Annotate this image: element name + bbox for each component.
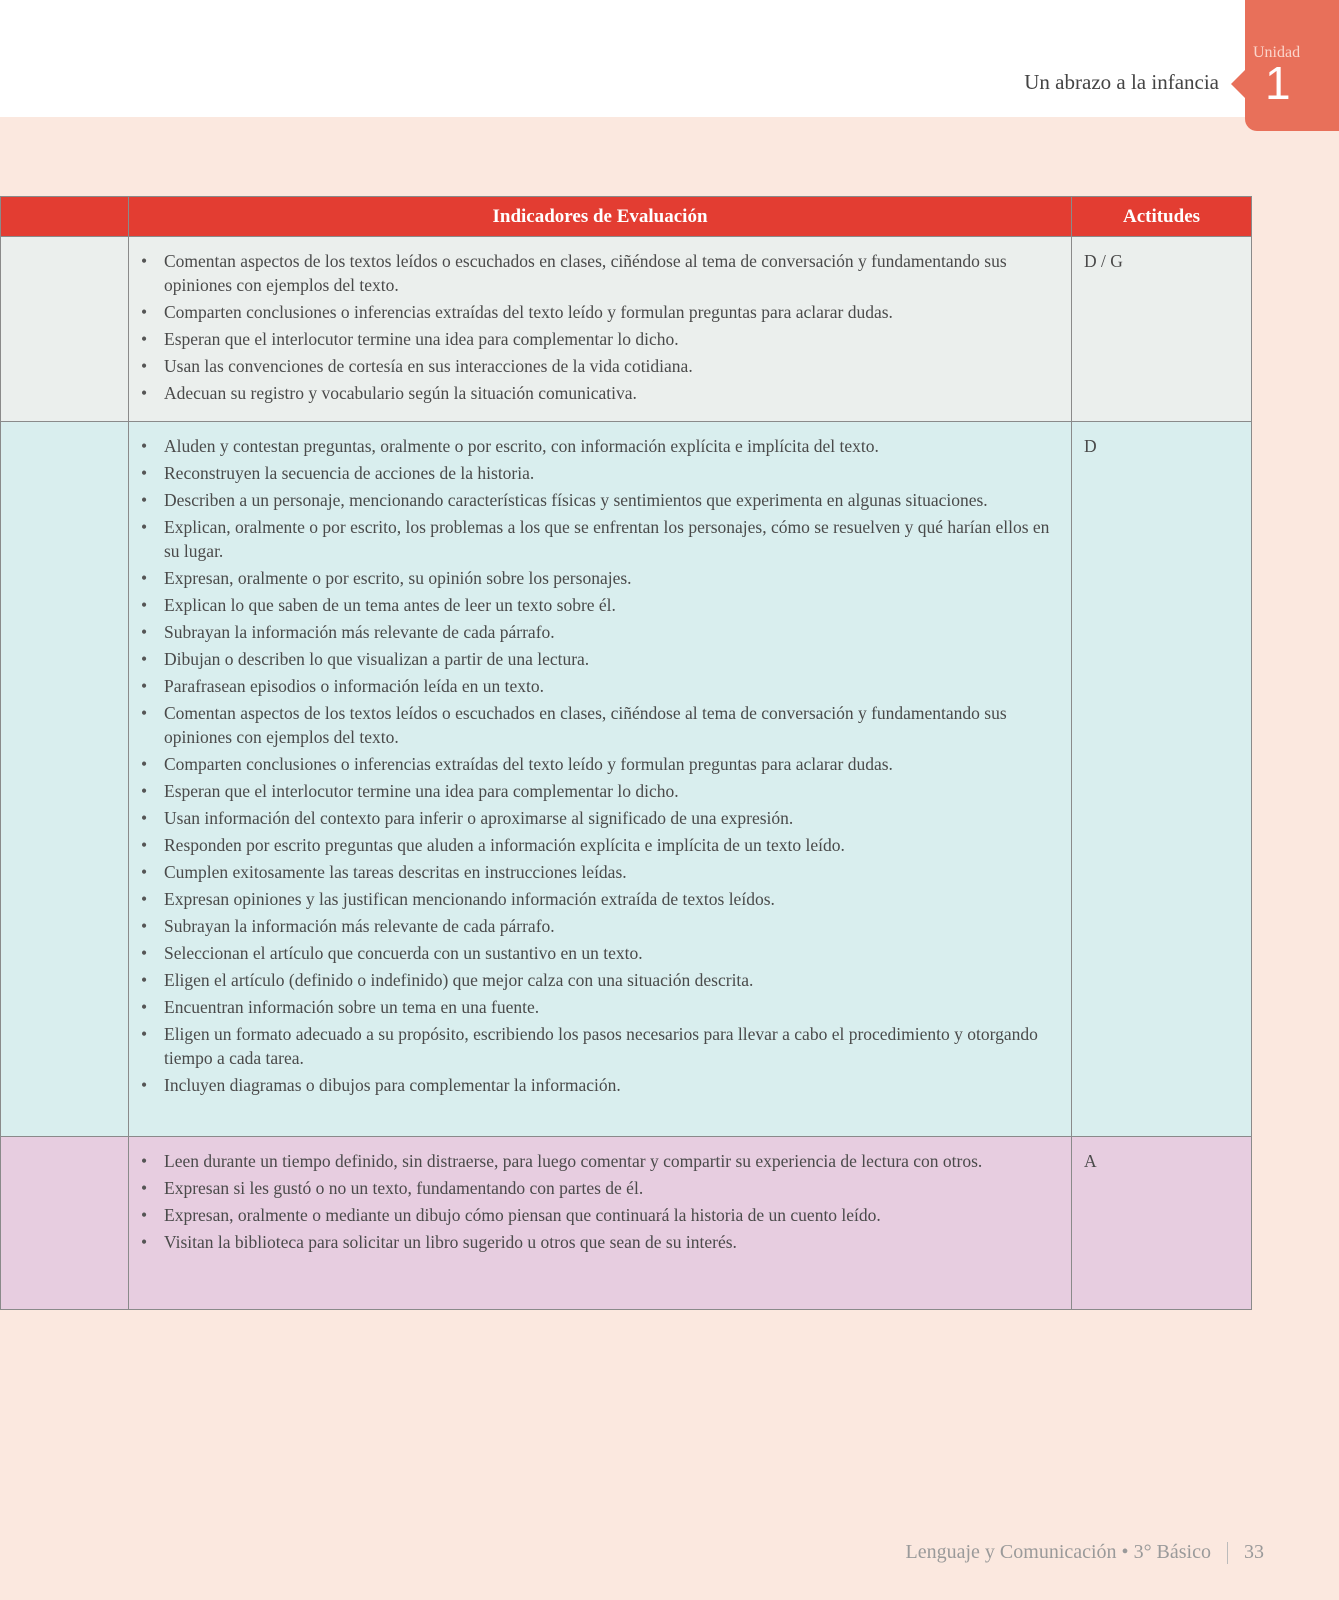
list-item: • Expresan si les gustó o no un texto, fundamentando con partes de él. <box>141 1176 1061 1200</box>
table-row <box>1 237 1252 422</box>
list-item: • Cumplen exitosamente las tareas descritas en instrucciones leídas. <box>141 860 1061 884</box>
list-item: • Subrayan la información más relevante de cada párrafo. <box>141 620 1061 644</box>
list-item: • Explican, oralmente o por escrito, los problemas a los que se enfrentan los personajes, cómo se resuelven y qué harían ellos en su lugar. <box>141 515 1061 563</box>
indicator-list <box>129 237 1071 405</box>
table-row <box>1 422 1252 1137</box>
list-item: • Comparten conclusiones o inferencias extraídas del texto leído y formulan preguntas para aclarar dudas. <box>141 300 1061 324</box>
list-item: • Aluden y contestan preguntas, oralmente o por escrito, con información explícita e implícita del texto. <box>141 434 1061 458</box>
list-item: • Eligen un formato adecuado a su propósito, escribiendo los pasos necesarios para llevar a cabo el procedimiento y otorgando tiempo a cada tarea. <box>141 1022 1061 1070</box>
attitude-cell: D <box>1072 422 1252 1137</box>
page-footer <box>906 1541 1264 1564</box>
list-item: • Comparten conclusiones o inferencias extraídas del texto leído y formulan preguntas para aclarar dudas. <box>141 752 1061 776</box>
header-cell-attitudes: Actitudes <box>1072 197 1252 237</box>
indicator-list <box>129 422 1071 1097</box>
list-item: • Esperan que el interlocutor termine una idea para complementar lo dicho. <box>141 327 1061 351</box>
list-item: • Describen a un personaje, mencionando características físicas y sentimientos que experimenta en algunas situaciones. <box>141 488 1061 512</box>
footer-divider <box>1227 1542 1228 1564</box>
list-item: • Parafrasean episodios o información leída en un texto. <box>141 674 1061 698</box>
list-item: • Dibujan o describen lo que visualizan a partir de una lectura. <box>141 647 1061 671</box>
list-item: • Expresan opiniones y las justifican mencionando información extraída de textos leídos. <box>141 887 1061 911</box>
objective-cell <box>1 422 129 1137</box>
unit-number: 1 <box>1265 57 1291 109</box>
unit-label: Unidad <box>1253 44 1301 61</box>
table-header-row <box>1 197 1252 237</box>
indicators-cell <box>129 422 1072 1137</box>
list-item: • Eligen el artículo (definido o indefinido) que mejor calza con una situación descrita. <box>141 968 1061 992</box>
list-item: • Seleccionan el artículo que concuerda con un sustantivo en un texto. <box>141 941 1061 965</box>
list-item: • Adecuan su registro y vocabulario según la situación comunicativa. <box>141 381 1061 405</box>
list-item: • Reconstruyen la secuencia de acciones de la historia. <box>141 461 1061 485</box>
list-item: • Usan las convenciones de cortesía en sus interacciones de la vida cotidiana. <box>141 354 1061 378</box>
list-item: • Leen durante un tiempo definido, sin distraerse, para luego comentar y compartir su experiencia de lectura con otros. <box>141 1149 1061 1173</box>
book-title: Lenguaje y Comunicación • 3° Básico <box>905 1541 1211 1563</box>
list-item: • Comentan aspectos de los textos leídos o escuchados en clases, ciñéndose al tema de conversación y fundamentando sus opiniones con ejemplos del texto. <box>141 249 1061 297</box>
header-cell-indicators: Indicadores de Evaluación <box>129 197 1072 237</box>
unit-tab <box>1245 0 1339 131</box>
list-item: • Responden por escrito preguntas que aluden a información explícita e implícita de un texto leído. <box>141 833 1061 857</box>
list-item: • Expresan, oralmente o mediante un dibujo cómo piensan que continuará la historia de un cuento leído. <box>141 1203 1061 1227</box>
table-row <box>1 1137 1252 1310</box>
list-item: • Explican lo que saben de un tema antes de leer un texto sobre él. <box>141 593 1061 617</box>
evaluation-table <box>0 196 1252 1310</box>
attitude-cell: D / G <box>1072 237 1252 422</box>
list-item: • Incluyen diagramas o dibujos para complementar la información. <box>141 1073 1061 1097</box>
list-item: • Esperan que el interlocutor termine una idea para complementar lo dicho. <box>141 779 1061 803</box>
list-item: • Comentan aspectos de los textos leídos o escuchados en clases, ciñéndose al tema de conversación y fundamentando sus opiniones con ejemplos del texto. <box>141 701 1061 749</box>
indicators-cell <box>129 237 1072 422</box>
list-item: • Usan información del contexto para inferir o aproximarse al significado de una expresión. <box>141 806 1061 830</box>
page-header <box>0 0 1339 117</box>
list-item: • Encuentran información sobre un tema en una fuente. <box>141 995 1061 1019</box>
page-number: 33 <box>1244 1541 1264 1563</box>
list-item: • Expresan, oralmente o por escrito, su opinión sobre los personajes. <box>141 566 1061 590</box>
indicators-cell <box>129 1137 1072 1310</box>
objective-cell <box>1 1137 129 1310</box>
objective-cell <box>1 237 129 422</box>
attitude-cell: A <box>1072 1137 1252 1310</box>
header-cell-objective <box>1 197 129 237</box>
list-item: • Visitan la biblioteca para solicitar un libro sugerido u otros que sean de su interés. <box>141 1230 1061 1254</box>
chapter-title: Un abrazo a la infancia <box>1024 70 1219 94</box>
list-item: • Subrayan la información más relevante de cada párrafo. <box>141 914 1061 938</box>
indicator-list <box>129 1137 1071 1254</box>
